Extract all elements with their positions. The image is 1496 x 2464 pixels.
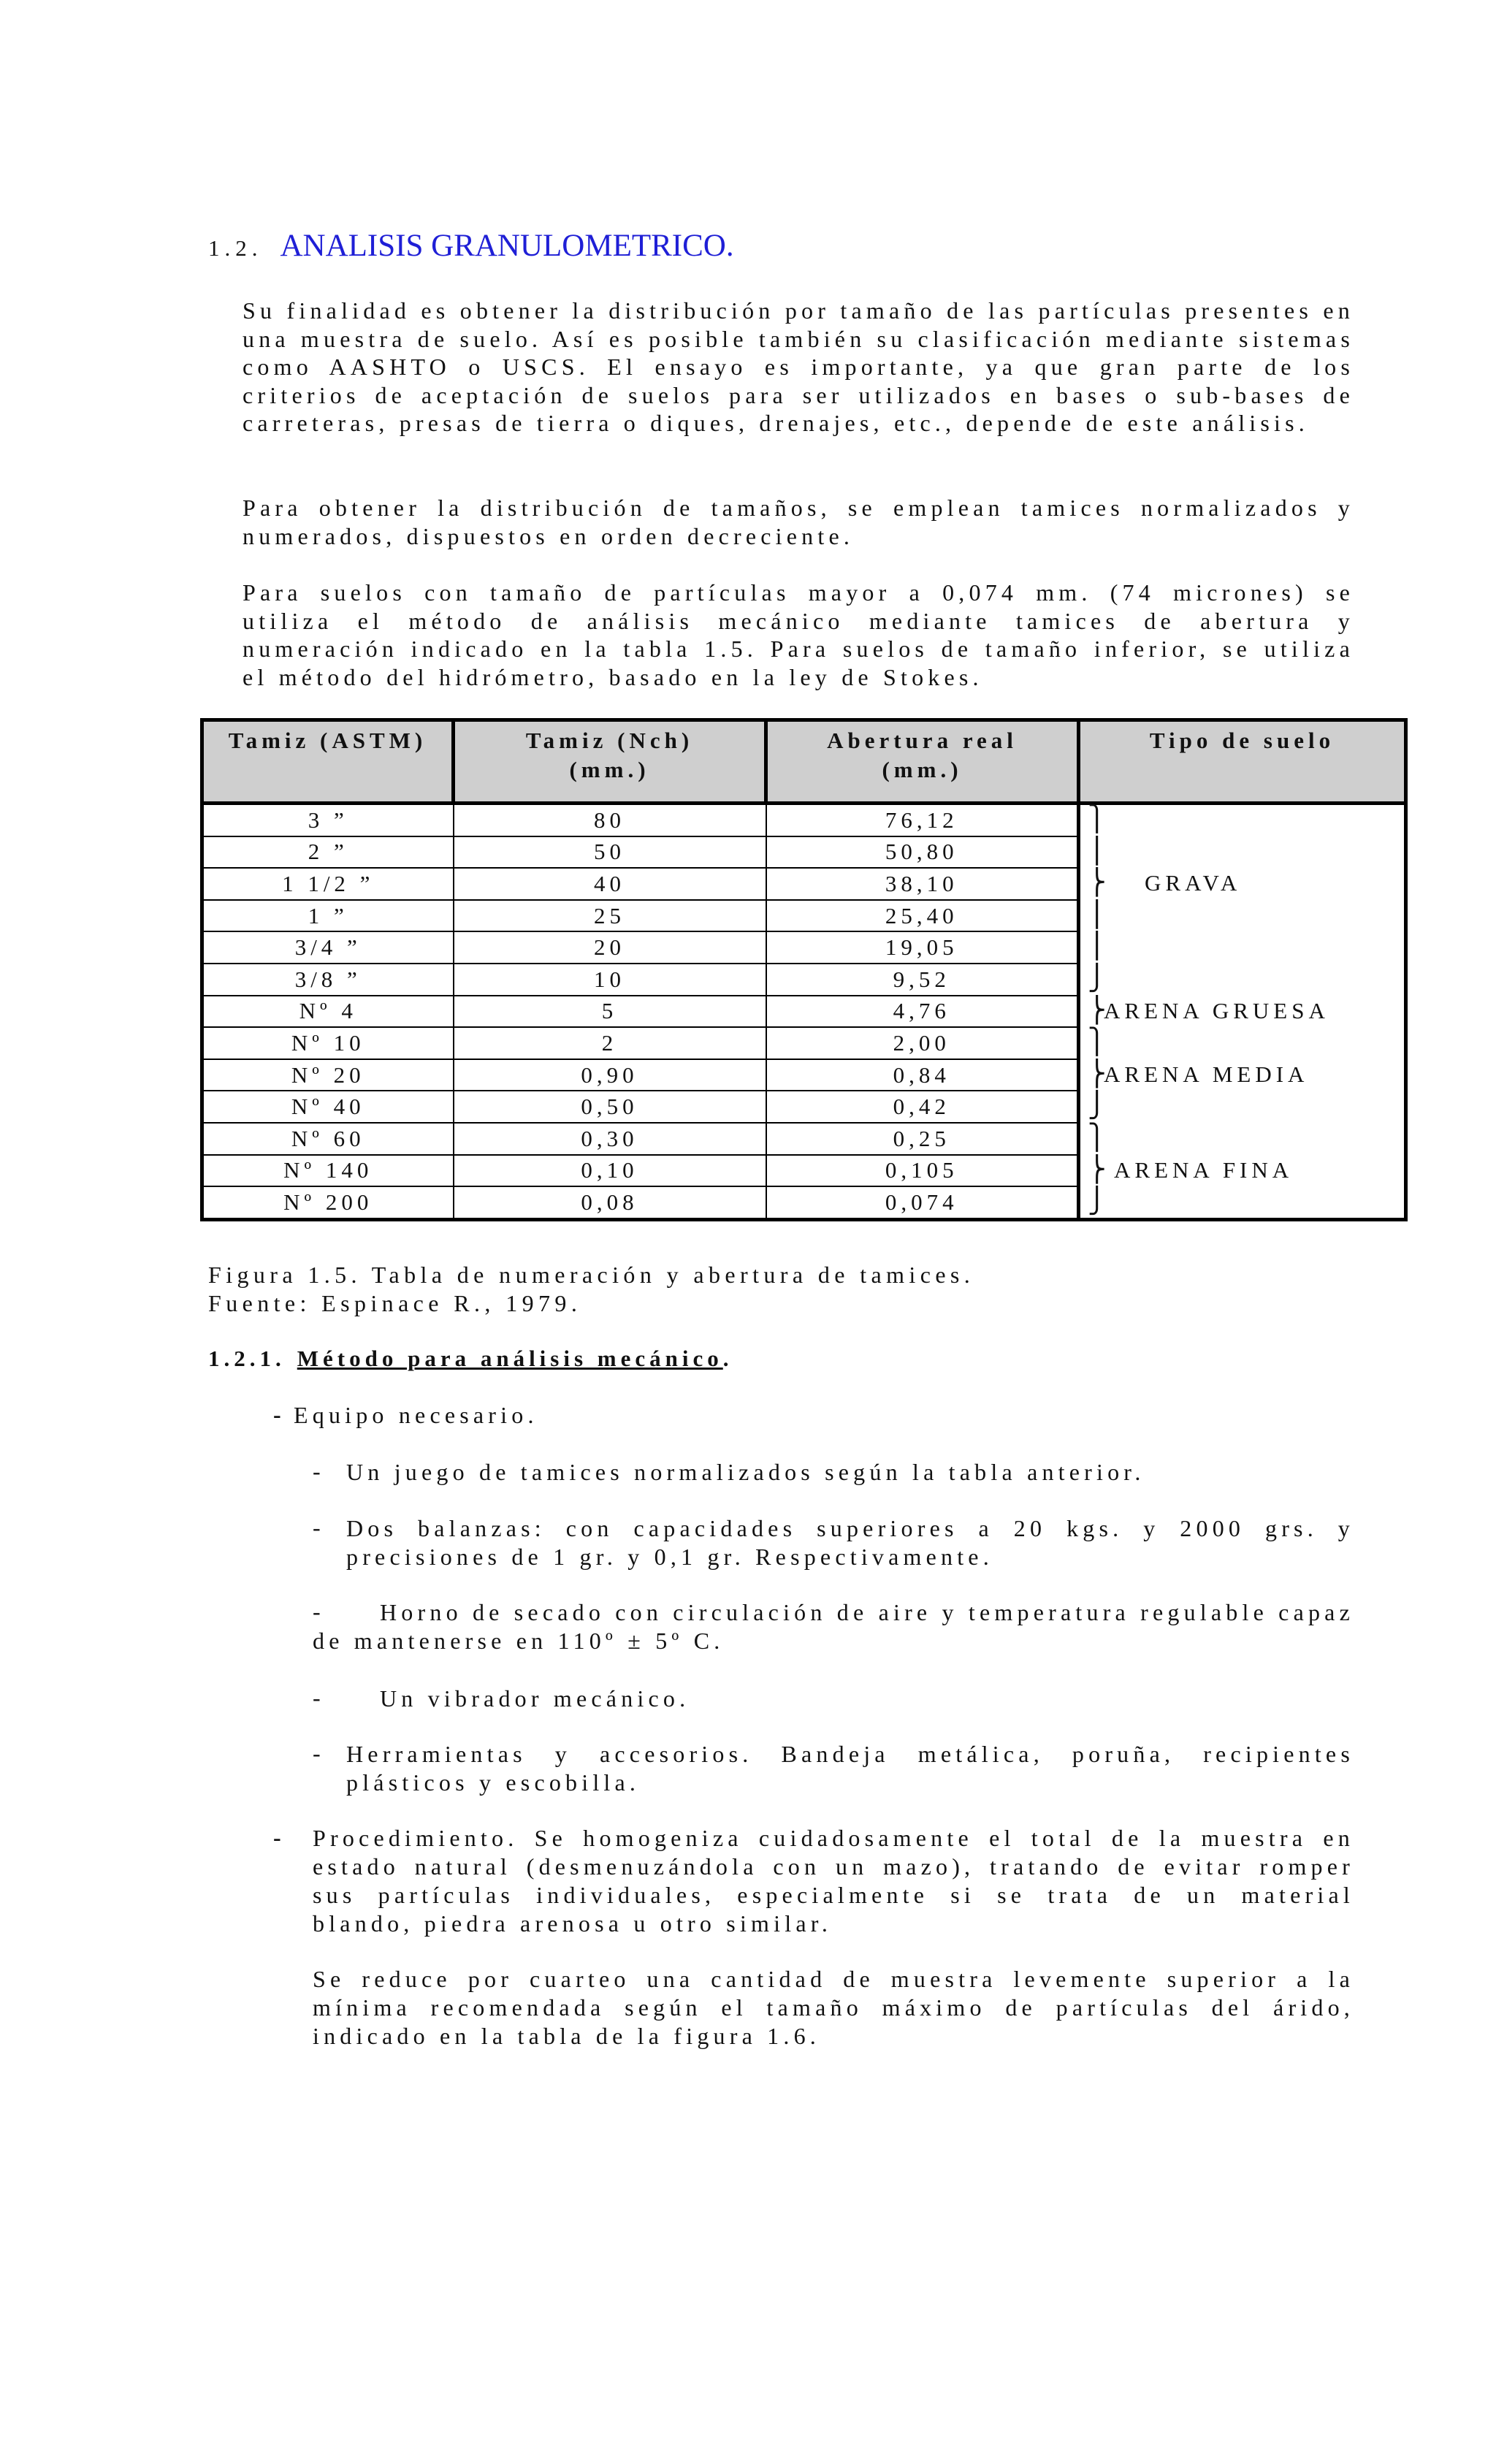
cell-nch: 0,30 xyxy=(454,1123,766,1155)
cell-tipo xyxy=(1079,836,1406,869)
section-title: ANALISIS GRANULOMETRICO. xyxy=(280,229,734,263)
cell-astm: Nº 200 xyxy=(202,1186,454,1219)
cell-abertura: 9,52 xyxy=(766,964,1079,996)
paragraph-metodos: Para suelos con tamaño de partículas mayor a 0,074 mm. (74 micrones) se utiliza el método de análisis mecánico mediante tamices de abertura y numeración indicado en la tabla 1.5. Para suelos de tamaño inferior, se utiliza el método del hidrómetro, basado en la ley de Stokes. xyxy=(243,579,1354,690)
table-row xyxy=(202,868,1406,900)
cell-nch: 0,08 xyxy=(454,1186,766,1219)
cell-tipo xyxy=(1079,996,1406,1028)
table-row xyxy=(202,900,1406,932)
section-heading xyxy=(208,228,734,272)
bracket-glyph: ⎭ xyxy=(1088,1188,1107,1216)
bracket-glyph: ⎫ xyxy=(1088,1124,1107,1151)
cell-tipo xyxy=(1079,931,1406,964)
table-row xyxy=(202,836,1406,869)
cell-nch: 0,50 xyxy=(454,1091,766,1123)
subsection-number: 1.2.1. xyxy=(208,1346,286,1371)
bracket-glyph: ⎭ xyxy=(1088,1092,1107,1120)
cell-nch: 0,90 xyxy=(454,1059,766,1091)
cell-tipo xyxy=(1079,868,1406,900)
cell-abertura: 0,42 xyxy=(766,1091,1079,1123)
cell-astm: 3/4 ” xyxy=(202,931,454,964)
cell-astm: Nº 60 xyxy=(202,1123,454,1155)
cell-abertura: 4,76 xyxy=(766,996,1079,1028)
bracket-glyph: ⎪ xyxy=(1088,901,1107,928)
bullet-dash: - xyxy=(313,1740,321,1766)
table-header-row xyxy=(202,720,1406,804)
cell-abertura: 2,00 xyxy=(766,1027,1079,1059)
header-tamiz-astm: Tamiz (ASTM) xyxy=(202,720,454,804)
cell-nch: 0,10 xyxy=(454,1155,766,1187)
bullet-dash: - xyxy=(313,1598,321,1625)
soil-type-arena-media: ARENA MEDIA xyxy=(1104,1061,1309,1087)
bullet-dash: - xyxy=(273,1824,281,1850)
procedimiento-paragraph: Procedimiento. Se homogeniza cuidadosamente el total de la muestra en estado natural (desmenuzándola con un mazo), tratando de evitar romper sus partículas individuales, especialmente si se trata de un material blando, piedra arenosa u otro similar. xyxy=(313,1825,1354,1937)
table-row xyxy=(202,1091,1406,1123)
bullet-dash: - xyxy=(313,1458,321,1484)
bracket-glyph: ⎬ xyxy=(1088,996,1107,1024)
cell-tipo xyxy=(1079,1123,1406,1155)
paragraph-finalidad: Su finalidad es obtener la distribución por tamaño de las partículas presentes en una muestra de suelo. Así es posible también su clasificación mediante sistemas como AASHTO o USCS. El ensayo es importante, ya que gran parte de los criterios de aceptación de suelos para ser utilizados en bases o sub-bases de carreteras, presas de tierra o diques, drenajes, etc., depende de este análisis. xyxy=(243,297,1354,436)
subsection-period: . xyxy=(722,1346,733,1371)
cell-tipo xyxy=(1079,964,1406,996)
procedimiento-cuarteo: Se reduce por cuarteo una cantidad de muestra levemente superior a la mínima recomendada según el tamaño máximo de partículas del árido, indicado en la tabla de la figura 1.6. xyxy=(313,1966,1354,2049)
table-row xyxy=(202,1155,1406,1187)
bracket-glyph: ⎫ xyxy=(1088,1029,1107,1056)
cell-abertura: 0,074 xyxy=(766,1186,1079,1219)
cell-abertura: 0,84 xyxy=(766,1059,1079,1091)
bracket-glyph: ⎫ xyxy=(1088,806,1107,833)
table-row xyxy=(202,996,1406,1028)
table-row xyxy=(202,1186,1406,1219)
cell-nch: 2 xyxy=(454,1027,766,1059)
cell-astm: 3/8 ” xyxy=(202,964,454,996)
equipo-item-balanzas: Dos balanzas: con capacidades superiores a 20 kgs. y 2000 grs. y precisiones de 1 gr. y 0,1 gr. Respectivamente. xyxy=(346,1515,1354,1570)
cell-nch: 10 xyxy=(454,964,766,996)
cell-nch: 5 xyxy=(454,996,766,1028)
bracket-glyph: ⎬ xyxy=(1088,1156,1107,1183)
cell-astm: Nº 4 xyxy=(202,996,454,1028)
cell-tipo xyxy=(1079,1186,1406,1219)
table-row xyxy=(202,1123,1406,1155)
cell-tipo xyxy=(1079,804,1406,836)
cell-tipo xyxy=(1079,1059,1406,1091)
table-row xyxy=(202,964,1406,996)
bullet-dash: - xyxy=(273,1401,281,1427)
cell-astm: Nº 10 xyxy=(202,1027,454,1059)
bracket-glyph: ⎬ xyxy=(1088,1060,1107,1088)
subsection-title: Método para análisis mecánico xyxy=(297,1346,723,1371)
soil-type-arena-fina: ARENA FINA xyxy=(1114,1156,1294,1183)
sieve-table xyxy=(200,718,1404,1221)
caption-line-figura: Figura 1.5. Tabla de numeración y abertura de tamices. xyxy=(208,1262,975,1288)
cell-tipo xyxy=(1079,1091,1406,1123)
cell-astm: Nº 20 xyxy=(202,1059,454,1091)
section-number: 1.2. xyxy=(208,235,263,261)
equipo-label: Equipo necesario. xyxy=(294,1402,538,1428)
cell-astm: 1 ” xyxy=(202,900,454,932)
figure-caption xyxy=(208,1261,974,1318)
cell-nch: 25 xyxy=(454,900,766,932)
cell-astm: Nº 140 xyxy=(202,1155,454,1187)
cell-abertura: 25,40 xyxy=(766,900,1079,932)
table-row xyxy=(202,931,1406,964)
header-tipo-suelo: Tipo de suelo xyxy=(1079,720,1406,804)
equipo-item-herramientas: Herramientas y accesorios. Bandeja metálica, poruña, recipientes plásticos y escobilla. xyxy=(346,1741,1354,1796)
cell-nch: 50 xyxy=(454,836,766,869)
caption-line-fuente: Fuente: Espinace R., 1979. xyxy=(208,1290,582,1316)
bullet-dash: - xyxy=(313,1514,321,1541)
cell-abertura: 0,25 xyxy=(766,1123,1079,1155)
cell-astm: 2 ” xyxy=(202,836,454,869)
equipo-item-tamices: Un juego de tamices normalizados según la tabla anterior. xyxy=(346,1459,1145,1485)
cell-abertura: 38,10 xyxy=(766,868,1079,900)
subsection-heading xyxy=(208,1346,733,1372)
table-row xyxy=(202,1059,1406,1091)
header-tamiz-nch: Tamiz (Nch) (mm.) xyxy=(454,720,766,804)
table-row xyxy=(202,804,1406,836)
soil-type-arena-gruesa: ARENA GRUESA xyxy=(1104,997,1329,1023)
cell-nch: 20 xyxy=(454,931,766,964)
bracket-glyph: ⎪ xyxy=(1088,933,1107,961)
cell-abertura: 50,80 xyxy=(766,836,1079,869)
equipo-item-horno: Horno de secado con circulación de aire y temperatura regulable capaz de mantenerse en 110º ± 5º C. xyxy=(313,1599,1354,1654)
header-abertura: Abertura real (mm.) xyxy=(766,720,1079,804)
cell-astm: Nº 40 xyxy=(202,1091,454,1123)
paragraph-distribucion: Para obtener la distribución de tamaños, se emplean tamices normalizados y numerados, dispuestos en orden decreciente. xyxy=(243,495,1354,549)
cell-abertura: 76,12 xyxy=(766,804,1079,836)
cell-tipo xyxy=(1079,900,1406,932)
cell-nch: 40 xyxy=(454,868,766,900)
equipo-item-vibrador: Un vibrador mecánico. xyxy=(380,1685,690,1712)
cell-astm: 1 1/2 ” xyxy=(202,868,454,900)
soil-type-grava: GRAVA xyxy=(1145,870,1242,896)
cell-abertura: 19,05 xyxy=(766,931,1079,964)
table-row xyxy=(202,1027,1406,1059)
cell-nch: 80 xyxy=(454,804,766,836)
bracket-glyph: ⎪ xyxy=(1088,837,1107,865)
cell-tipo xyxy=(1079,1155,1406,1187)
cell-abertura: 0,105 xyxy=(766,1155,1079,1187)
bracket-glyph: ⎬ xyxy=(1088,869,1107,897)
bullet-dash: - xyxy=(313,1685,321,1711)
cell-astm: 3 ” xyxy=(202,804,454,836)
bracket-glyph: ⎭ xyxy=(1088,964,1107,992)
cell-tipo xyxy=(1079,1027,1406,1059)
